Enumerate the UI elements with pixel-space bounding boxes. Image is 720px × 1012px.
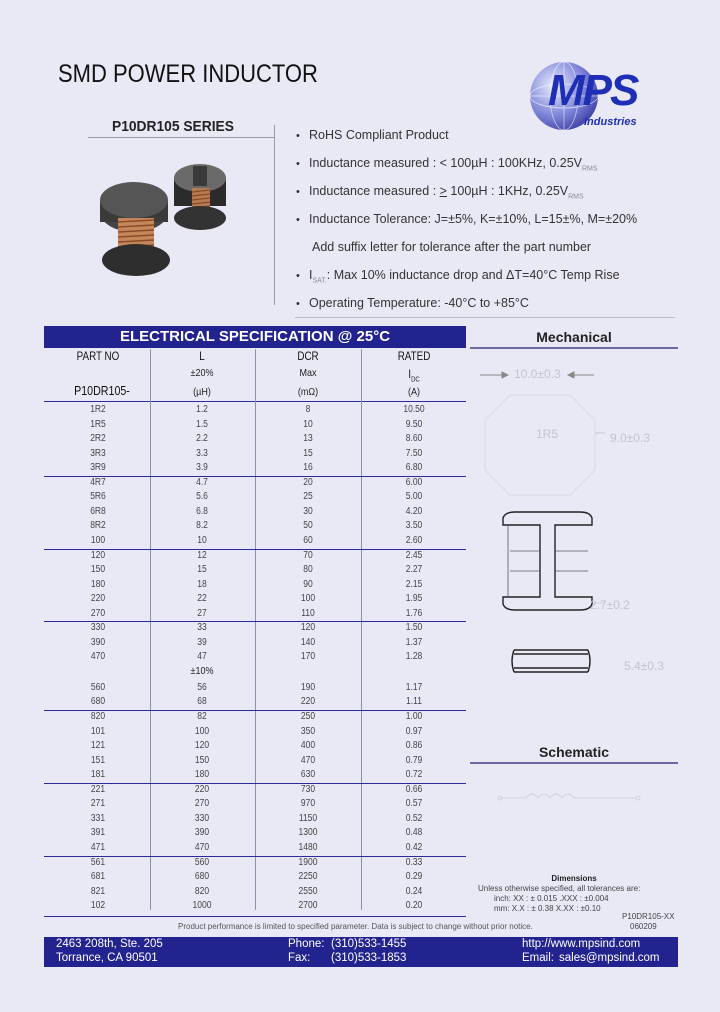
cell-part-no: 181 [90,769,106,781]
address-line-2: Torrance, CA 90501 [56,952,158,964]
disclaimer: Product performance is limited to specified parameter. Data is subject to change without prior notice. [178,922,533,931]
cell-rated-current: 0.29 [405,871,423,883]
cell-inductance: 330 [194,812,210,824]
cell-rated-current: 3.50 [405,520,423,532]
cell-inductance: 47 [197,651,207,663]
cell-dcr: 80 [303,564,313,576]
cell-inductance: 2.2 [196,433,208,445]
schematic-title: Schematic [538,744,610,760]
fax-number: (310)533-1853 [331,952,407,964]
cell-part-no: 331 [90,812,106,824]
cell-part-no: 471 [90,841,106,853]
cell-dcr: 350 [300,725,316,737]
cell-part-no: 151 [90,754,106,766]
cell-rated-current: 7.50 [405,447,423,459]
cell-inductance: 100 [194,725,210,737]
cell-part-no: 470 [90,651,106,663]
email-link[interactable]: sales@mpsind.com [559,952,660,964]
cell-part-no: 391 [90,827,106,839]
address-line-1: 2463 208th, Ste. 205 [56,938,163,950]
dimensions-mm: mm: X.X : ± 0.38 X.XX : ±0.10 [494,904,601,913]
cell-rated-current: 1.28 [405,651,423,663]
cell-rated-current: 0.24 [405,885,423,897]
cell-inductance: 1.2 [196,404,208,415]
cell-part-no: 390 [90,636,106,648]
dcr-unit: (mΩ) [297,386,319,398]
feature-item: • Inductance measured : < 100µH : 100KHz, $0.25V_{RMS}$ [296,156,598,173]
cell-rated-current: 2.45 [405,549,423,561]
cell-rated-current: 8.60 [405,433,423,445]
cell-dcr: 110 [301,607,315,619]
cell-inductance: 4.7 [196,476,208,488]
phone-label: Phone: [288,938,325,950]
cell-dcr: 120 [300,622,316,634]
cell-inductance: 560 [194,856,210,868]
cell-dcr: 220 [300,696,316,708]
cell-rated-current: 1.00 [405,711,423,722]
cell-part-no: 221 [90,783,106,795]
cell-rated-current: 0.86 [405,740,423,752]
cell-part-no: 6R8 [90,505,106,517]
cell-dcr: 50 [303,520,313,532]
cell-part-no: 150 [90,564,106,576]
cell-rated-current: 1.76 [405,607,423,619]
cell-dcr: 30 [303,505,313,517]
cell-dcr: 15 [303,447,313,459]
cell-dcr: 1300 [298,827,318,839]
cell-inductance: 10 [197,534,207,546]
cell-dcr: 2250 [298,871,318,883]
cell-rated-current: 0.20 [405,900,423,912]
cell-part-no: 3R3 [90,447,106,459]
cell-part-no: 270 [90,607,106,619]
col-header-l: L [199,349,205,363]
cell-dcr: 250 [300,711,316,722]
cell-inductance: 12 [197,549,207,561]
mechanical-underline [470,347,678,349]
marking-code: 1R5 [536,427,559,441]
cell-part-no: 120 [90,549,106,561]
cell-inductance: 8.2 [196,520,208,532]
cell-part-no: 180 [90,578,106,590]
email-label: Email: [522,952,554,964]
cell-part-no: 220 [90,593,106,605]
cell-part-no: 2R2 [90,433,106,445]
cell-dcr: 400 [300,740,316,752]
cell-dcr: 1900 [298,856,318,868]
cell-inductance: 56 [197,681,207,693]
cell-inductance: 22 [197,593,207,605]
page-title: SMD POWER INDUCTOR [58,60,318,88]
cell-part-no: 100 [90,534,106,546]
dim-height: 9.0±0.3 [610,431,650,445]
feature-note: Add suffix letter for tolerance after the part number [312,240,592,254]
cell-dcr: 20 [303,476,313,488]
cell-inductance: 3.3 [196,447,208,459]
cell-dcr: 170 [300,651,316,663]
cell-dcr: 630 [300,769,316,781]
cell-part-no: 820 [90,711,106,722]
cell-part-no: 5R6 [90,491,106,503]
cell-rated-current: 0.97 [405,725,423,737]
cell-part-no: 271 [90,798,106,810]
cell-part-no: 330 [90,622,106,634]
schematic-underline [470,762,678,764]
cell-dcr: 8 [305,404,311,415]
dcr-max: Max [299,367,317,379]
cell-dcr: 90 [303,578,313,590]
feature-item: • Operating Temperature: -40°C to +85°C [296,296,529,310]
cell-inductance: 6.8 [196,505,208,517]
dim-c: 2.7±0.2 [590,598,630,612]
cell-dcr: 16 [303,462,313,474]
cell-part-no: 1R5 [90,418,106,430]
cell-rated-current: 2.15 [405,578,423,590]
cell-inductance: 15 [197,564,207,576]
cell-dcr: 470 [300,754,316,766]
cell-dcr: 140 [300,636,316,648]
cell-rated-current: 0.66 [405,783,423,795]
cell-part-no: 1R2 [90,404,106,415]
cell-inductance: 390 [194,827,210,839]
cell-dcr: 2550 [298,885,318,897]
cell-rated-current: 9.50 [405,418,423,430]
rated-symbol: $I_{DC}$ [408,367,420,384]
cell-rated-current: 4.20 [405,505,423,517]
l-unit: (µH) [193,386,211,398]
part-prefix: P10DR105- [74,383,130,398]
series-title: P10DR105 SERIES [112,118,234,135]
cell-part-no: 102 [90,900,106,912]
cell-inductance: 33 [197,622,207,634]
cell-rated-current: 2.27 [405,564,423,576]
cell-rated-current: 6.80 [405,462,423,474]
feature-item: • Inductance Tolerance: J=±5%, K=±10%, L=15±%, M=±20% [296,212,638,226]
cell-inductance: 27 [197,607,207,619]
part-reference: P10DR105-XX [622,912,675,921]
cell-rated-current: 5.00 [405,491,423,503]
cell-inductance: 39 [197,636,207,648]
cell-dcr: 2700 [298,900,318,912]
cell-inductance: 150 [194,754,210,766]
cell-part-no: 561 [90,856,106,868]
col-header-part-no: PART NO [76,349,120,363]
cell-rated-current: 0.79 [405,754,423,766]
cell-dcr: 25 [303,491,313,503]
cell-dcr: 60 [303,534,313,546]
cell-rated-current: 10.50 [403,404,425,415]
l-tolerance-change: ±10% [190,665,214,677]
cell-part-no: 4R7 [90,476,106,488]
cell-part-no: 821 [90,885,106,897]
cell-inductance: 180 [194,769,210,781]
cell-part-no: 680 [90,696,106,708]
cell-rated-current: 0.33 [405,856,423,868]
fax-label: Fax: [288,952,311,964]
feature-item: • $I_{SAT.}$: Max 10% inductance drop and ΔT=40°C Temp Rise [296,268,620,285]
cell-rated-current: 6.00 [405,476,423,488]
cell-rated-current: 1.95 [405,593,423,605]
cell-part-no: 560 [90,681,106,693]
cell-inductance: 1000 [192,900,212,912]
cell-dcr: 13 [303,433,313,445]
cell-inductance: 820 [194,885,210,897]
cell-rated-current: 1.11 [406,696,422,708]
col-header-rated: RATED [397,349,431,363]
cell-part-no: 121 [90,740,106,752]
dimensions-note: Unless otherwise specified, all tolerances are: [478,884,641,893]
cell-dcr: 730 [300,783,316,795]
phone-number: (310)533-1455 [331,938,407,950]
cell-rated-current: 0.48 [405,827,423,839]
feature-item: • Inductance measured : > 100µH : 1KHz, $0.25V_{RMS}$ [296,184,584,201]
electrical-spec-title: ELECTRICAL SPECIFICATION @ 25°C [44,326,466,348]
website-link[interactable]: http://www.mpsind.com [522,938,641,950]
dim-width: 10.0±0.3 [514,367,561,381]
cell-dcr: 190 [300,681,316,693]
cell-rated-current: 0.42 [405,841,423,853]
cell-inductance: 220 [194,783,210,795]
dimensions-inch: inch: XX : ± 0.015 .XXX : ±0.004 [494,894,609,903]
cell-rated-current: 1.37 [405,636,423,648]
cell-dcr: 10 [303,418,313,430]
cell-rated-current: 2.60 [405,534,423,546]
cell-inductance: 120 [194,740,210,752]
col-header-dcr: DCR [297,349,319,363]
cell-rated-current: 0.57 [405,798,423,810]
cell-part-no: 3R9 [90,462,106,474]
cell-inductance: 680 [194,871,210,883]
logo-text: MPS [548,66,638,115]
cell-part-no: 101 [90,725,106,737]
cell-rated-current: 0.72 [405,769,423,781]
cell-dcr: 1150 [298,812,318,824]
cell-inductance: 1.5 [196,418,208,430]
cell-dcr: 70 [303,549,313,561]
logo-subtext: Industries [584,116,637,128]
table-bottom-rule [44,916,466,917]
footer [44,937,678,967]
cell-part-no: 681 [90,871,106,883]
cell-inductance: 270 [194,798,210,810]
cell-inductance: 68 [197,696,207,708]
cell-dcr: 1480 [298,841,318,853]
cell-dcr: 100 [300,593,316,605]
cell-inductance: 18 [197,578,207,590]
date-code: 060209 [630,922,657,931]
cell-inductance: 470 [194,841,210,853]
l-tolerance: ±20% [190,367,214,379]
dimensions-title: Dimensions [551,874,597,883]
feature-item: • RoHS Compliant Product [296,128,449,142]
cell-dcr: 970 [300,798,316,810]
cell-inductance: 3.9 [196,462,208,474]
rated-unit: (A) [407,386,421,398]
cell-part-no: 8R2 [90,520,106,532]
cell-inductance: 5.6 [196,491,208,503]
cell-rated-current: 0.52 [405,812,423,824]
mechanical-drawing [470,355,680,685]
schematic-diagram [496,788,646,808]
cell-rated-current: 1.50 [405,622,423,634]
mechanical-title: Mechanical [536,329,612,345]
cell-inductance: 82 [197,711,207,722]
dim-d: 5.4±0.3 [624,659,664,673]
cell-rated-current: 1.17 [405,681,423,693]
